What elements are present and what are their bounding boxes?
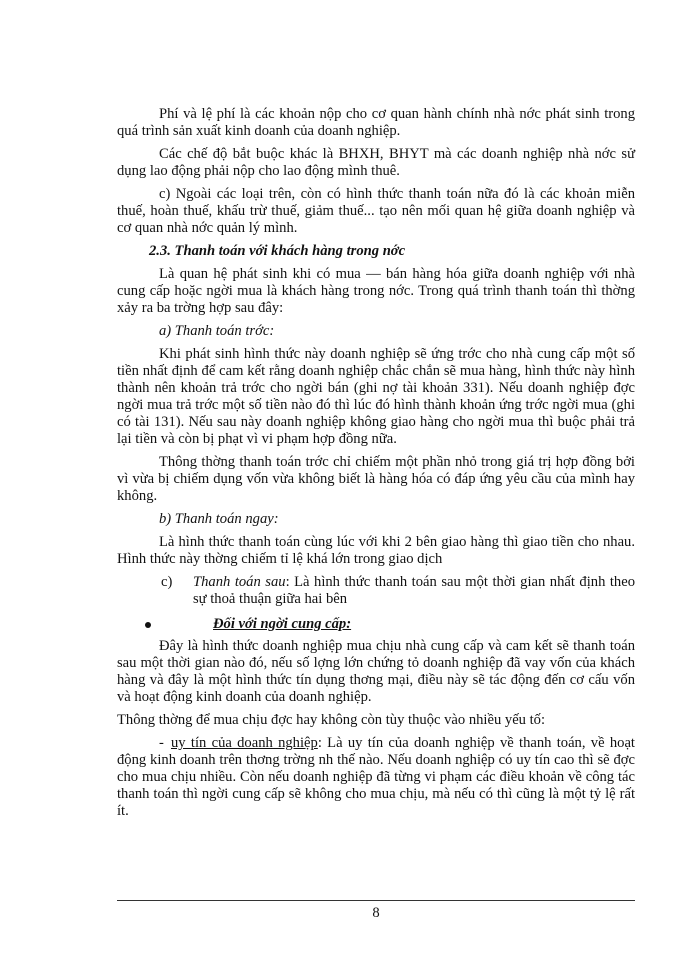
paragraph-prepayment-1: Khi phát sinh hình thức này doanh nghiệp sẽ ứng trớc cho nhà cung cấp một số tiền nhất định để cam kết rằng doanh nghiệp chắc chắn sẽ mua hàng, hình thức này hình thành nên khoản trả trớc cho ngời bán (ghi nợ tài khoản 331). Nếu doanh nghiệp đợc ngời mua trả trớc một số tiền nào đó thì lúc đó hình thành khoản ứng trớc ngời mua (ghi có tài 131). Nếu sau này doanh nghiệp không giao hàng cho ngời mua thì buộc phải trả lại tiền và còn bị phạt vì vi phạm hợp đồng nữa. — [117, 346, 635, 447]
bullet-icon — [145, 622, 151, 628]
reputation-title: uy tín của doanh nghiệp — [171, 735, 318, 751]
paragraph-fees: Phí và lệ phí là các khoản nộp cho cơ quan hành chính nhà nớc phát sinh trong quá trình sản xuất kinh doanh của doanh nghiệp. — [117, 106, 635, 139]
page-body — [117, 106, 635, 826]
footer-divider — [117, 900, 635, 901]
paragraph-factors-intro: Thông thờng để mua chịu đợc hay không còn tùy thuộc vào nhiều yếu tố: — [117, 712, 546, 728]
subheading-immediate-payment: b) Thanh toán ngay: — [159, 511, 279, 527]
paragraph-immediate-payment: Là hình thức thanh toán cùng lúc với khi 2 bên giao hàng thì giao tiền cho nhau. Hình thức này thờng chiếm tỉ lệ khá lớn trong giao dịch — [117, 534, 635, 567]
item-reputation — [117, 735, 635, 820]
reputation-text: : Là uy tín của doanh nghiệp về thanh toán, về hoạt động kinh doanh trên thơng trờng nh thế nào. Nếu doanh nghiệp có uy tín cao thì sẽ đợc cho mua chịu nhiều. Còn nếu doanh nghiệp đã từng vi phạm các điều khoản về công tác thanh toán thì ngời cung cấp sẽ không cho mua chịu, mà nếu có thì cũng là một tỷ lệ rất ít. — [117, 735, 635, 819]
paragraph-insurance: Các chế độ bắt buộc khác là BHXH, BHYT mà các doanh nghiệp nhà nớc sử dụng lao động phải nộp cho lao động mình thuê. — [117, 146, 635, 179]
dash-marker: - — [159, 735, 164, 751]
section-intro: Là quan hệ phát sinh khi có mua — bán hàng hóa giữa doanh nghiệp với nhà cung cấp hoặc ngời mua là khách hàng trong nớc. Trong quá trình thanh toán thì thờng xảy ra ba trờng hợp sau đây: — [117, 266, 635, 316]
deferred-payment-title: Thanh toán sau — [193, 574, 286, 590]
bullet-supplier-title: Đối với ngời cung cấp: — [213, 616, 352, 632]
page-number: 8 — [372, 905, 380, 921]
item-marker: c) — [161, 574, 173, 590]
paragraph-prepayment-2: Thông thờng thanh toán trớc chỉ chiếm một phần nhỏ trong giá trị hợp đồng bởi vì vừa bị chiếm dụng vốn vừa không biết là hàng hóa có đáp ứng yêu cầu của mình hay không. — [117, 454, 635, 504]
subheading-prepayment: a) Thanh toán trớc: — [159, 323, 275, 339]
deferred-payment-text: : Là hình thức thanh toán sau một thời gian nhất định theo sự thoả thuận giữa hai bên — [193, 574, 636, 607]
section-heading: 2.3. Thanh toán với khách hàng trong nớc — [149, 243, 406, 259]
paragraph-tax-exemption: c) Ngoài các loại trên, còn có hình thức thanh toán nữa đó là các khoản miễn thuế, hoàn thuế, khấu trừ thuế, giảm thuế... tạo nên mối quan hệ giữa doanh nghiệp và cơ quan nhà nớc quản lý mình. — [117, 186, 635, 236]
paragraph-supplier: Đây là hình thức doanh nghiệp mua chịu nhà cung cấp và cam kết sẽ thanh toán sau một thời gian nào đó, nếu số lợng lớn chứng tỏ doanh nghiệp đã vay vốn của khách hàng và đây là một hình thức tín dụng thơng mại, điều này sẽ tác động đến cơ cấu vốn và hoạt động kinh doanh của doanh nghiệp. — [117, 638, 635, 705]
item-deferred-payment — [117, 574, 635, 608]
bullet-supplier — [117, 616, 635, 634]
